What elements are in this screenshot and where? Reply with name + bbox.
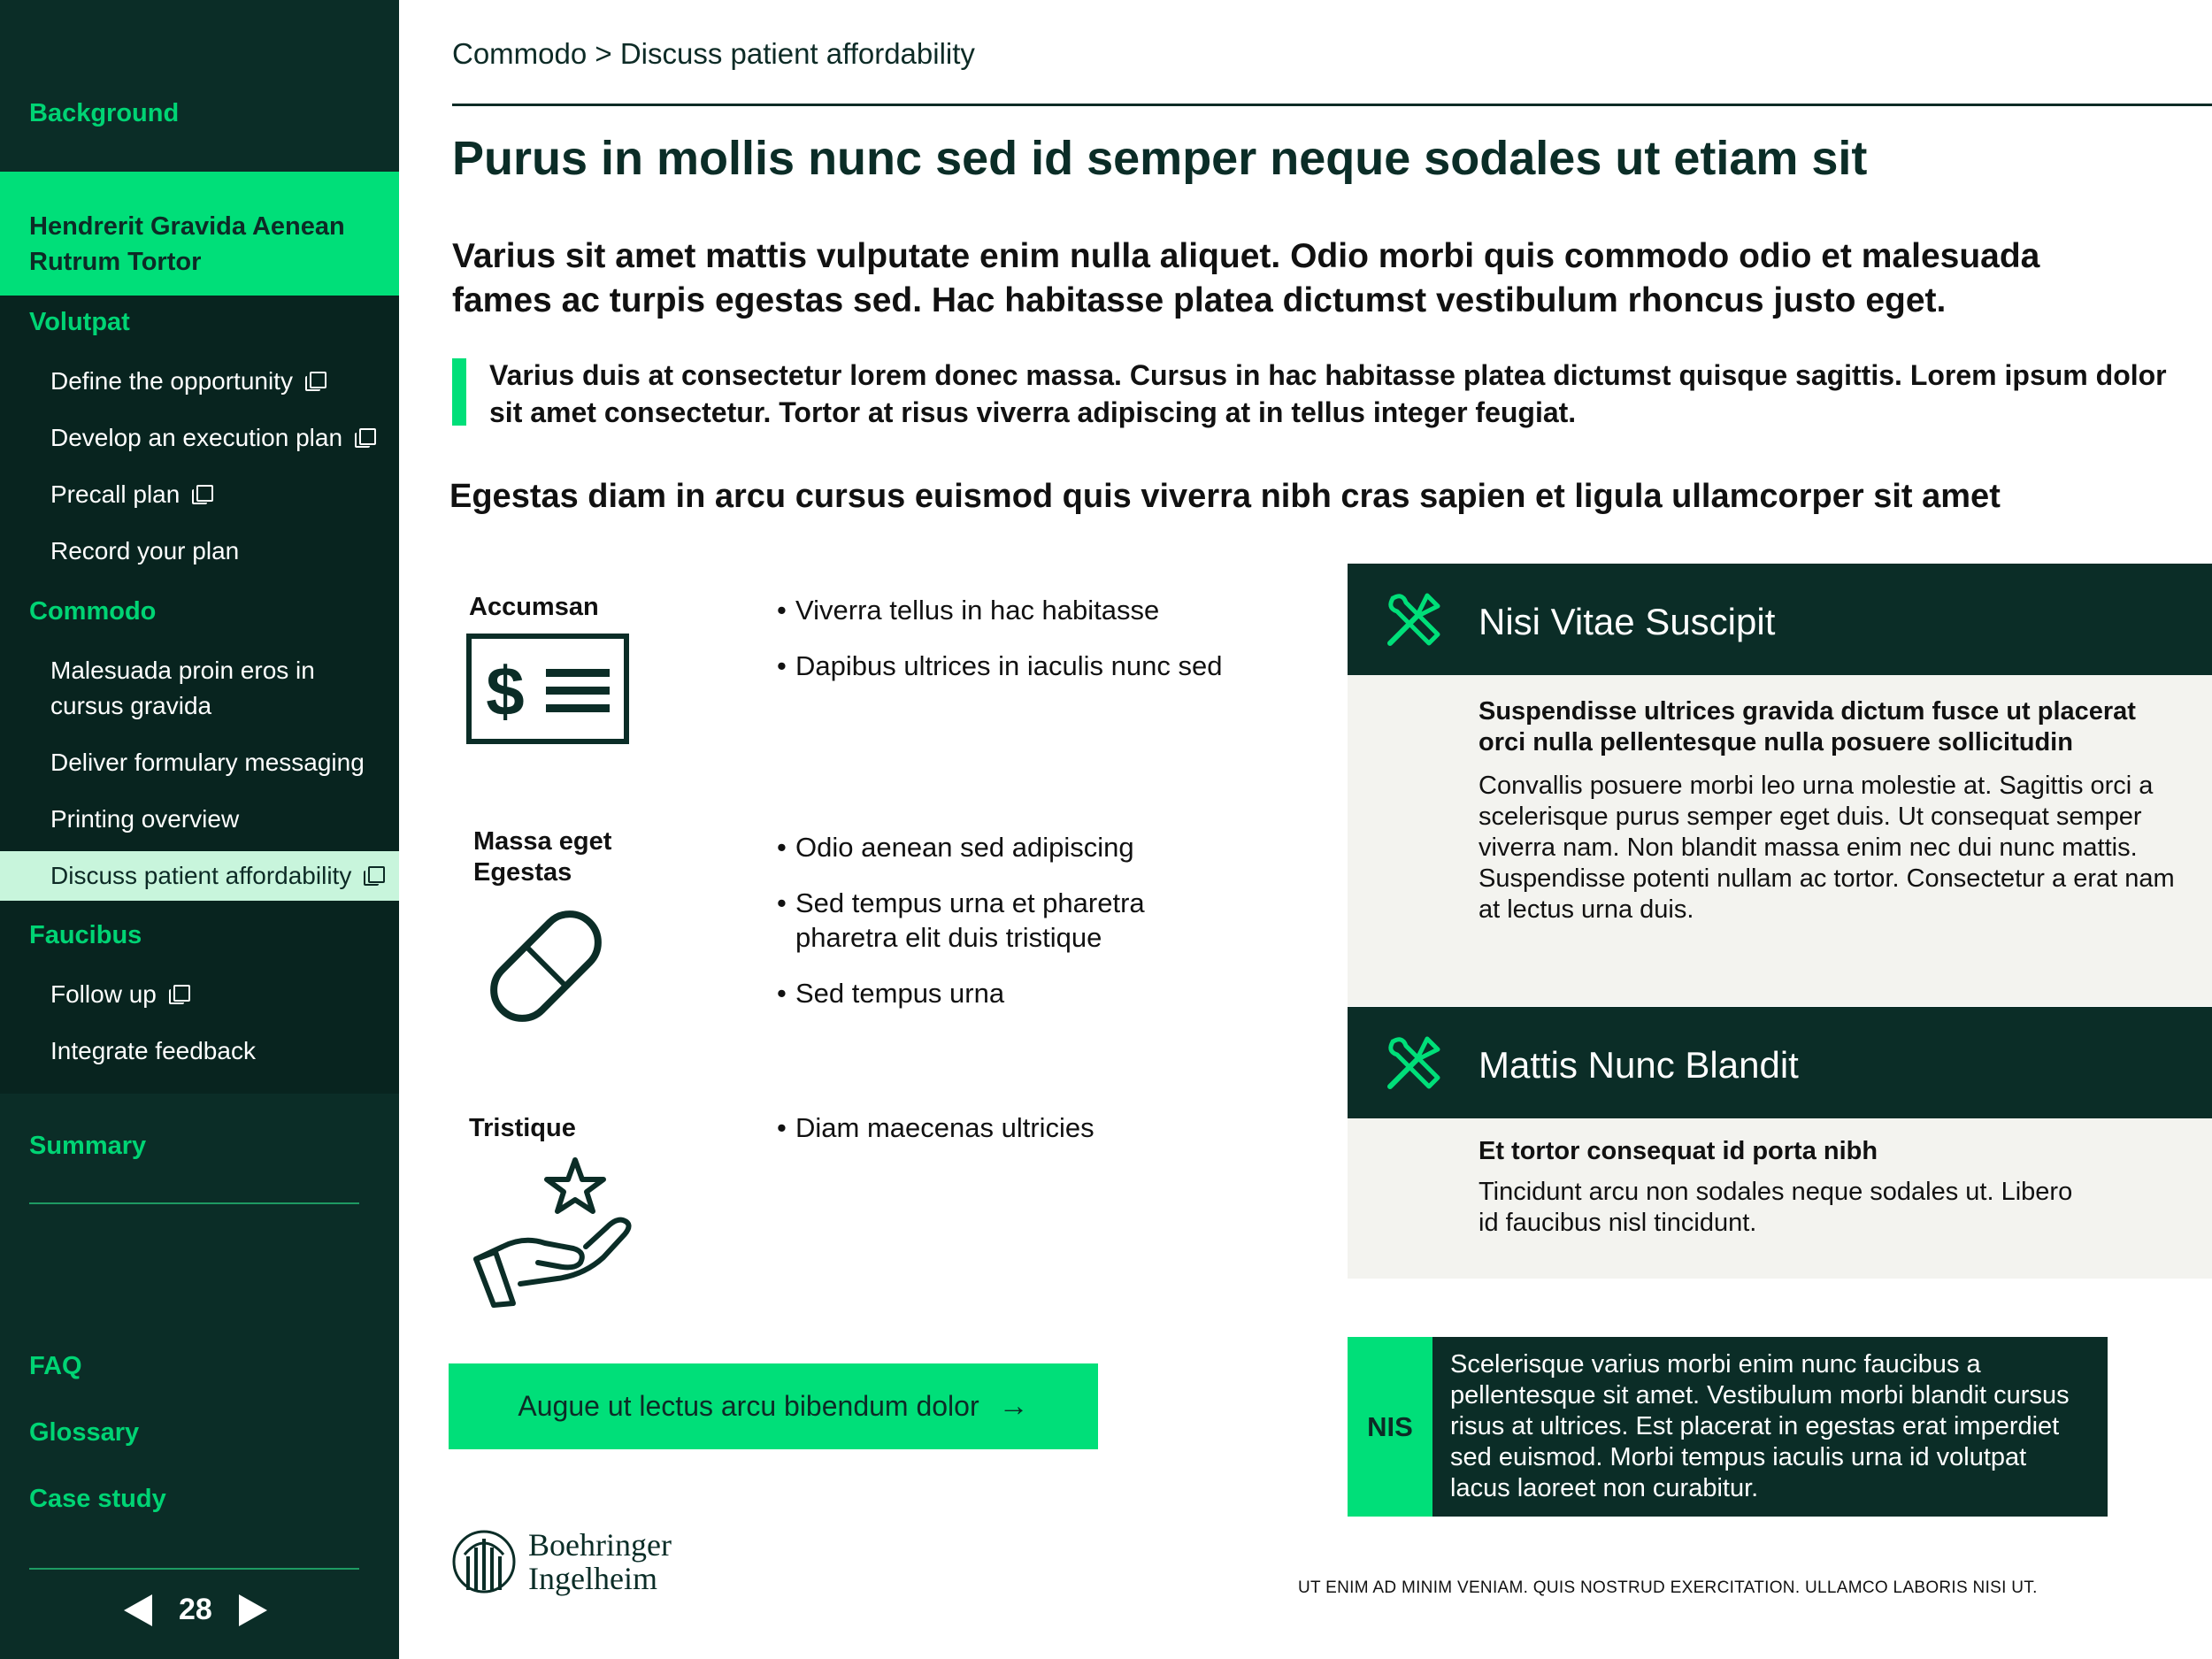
list-item: • Sed tempus urna et pharetra pharetra elit duis tristique bbox=[775, 886, 1182, 955]
feature-label-accumsan: Accumsan bbox=[469, 593, 599, 621]
active-section-label: Hendrerit Gravida Aenean Rutrum Tortor bbox=[29, 212, 345, 276]
section-subheading: Egestas diam in arcu cursus euismod quis viverra nibh cras sapien et ligula ullamcorper sit amet bbox=[449, 478, 2001, 515]
panel-header-mattis-nunc bbox=[1348, 1007, 2212, 1118]
previous-page-icon[interactable] bbox=[124, 1594, 152, 1626]
sidebar-item-faq[interactable]: FAQ bbox=[29, 1352, 82, 1380]
svg-text:$: $ bbox=[486, 652, 525, 730]
billing-icon bbox=[466, 634, 629, 744]
sidebar-item-background[interactable]: Background bbox=[29, 99, 180, 127]
sidebar-item-label: Printing overview bbox=[50, 805, 240, 833]
pagination bbox=[124, 1593, 267, 1627]
tools-icon bbox=[1383, 588, 1445, 650]
company-logo bbox=[450, 1528, 672, 1595]
sidebar bbox=[0, 0, 399, 1659]
external-link-icon bbox=[355, 428, 374, 448]
sidebar-group-volutpat[interactable]: Volutpat bbox=[29, 308, 130, 336]
sidebar-item-label: Integrate feedback bbox=[50, 1037, 256, 1064]
panel-body-mattis-nunc bbox=[1348, 1118, 2212, 1279]
feature-label-massa-eget: Massa eget Egestas bbox=[473, 827, 612, 887]
callout-text: Scelerisque varius morbi enim nunc faucibus a pellentesque sit amet. Vestibulum morbi blandit cursus risus at ultrices. Est placerat in egestas erat imperdiet sed euismod. Morbi tempus iaculis urna id volutpat lacus laoreet non curabitur. bbox=[1450, 1350, 2070, 1502]
list-item: • Sed tempus urna bbox=[775, 976, 1182, 1010]
sidebar-item-summary[interactable]: Summary bbox=[29, 1132, 147, 1160]
arrow-right-icon: → bbox=[998, 1389, 1029, 1423]
panel-text: Tincidunt arcu non sodales neque sodales ut. Libero id faucibus nisl tincidunt. bbox=[1479, 1178, 2073, 1237]
sidebar-divider bbox=[29, 1568, 359, 1570]
feature-bullets-accumsan bbox=[775, 593, 1222, 704]
sidebar-item-label: Define the opportunity bbox=[50, 367, 293, 395]
logo-line-1: Boehringer bbox=[528, 1527, 672, 1563]
sidebar-item-execution-plan[interactable] bbox=[50, 420, 374, 456]
sidebar-item-label: Record your plan bbox=[50, 537, 240, 565]
panel-title: Nisi Vitae Suscipit bbox=[1479, 601, 1776, 642]
highlight-quote: Varius duis at consectetur lorem donec massa. Cursus in hac habitasse platea dictumst quisque sagittis. Lorem ipsum dolor sit amet consectetur. Tortor at risus viverra adipiscing at in tellus integer feugiat. bbox=[489, 359, 2167, 428]
sidebar-item-label: Discuss patient affordability bbox=[50, 862, 352, 889]
sidebar-item-label: Develop an execution plan bbox=[50, 424, 343, 451]
callout-box bbox=[1348, 1337, 2108, 1517]
sidebar-item-active-section[interactable] bbox=[0, 172, 399, 296]
external-link-icon bbox=[169, 985, 188, 1004]
list-item: • Odio aenean sed adipiscing bbox=[775, 830, 1182, 864]
breadcrumb[interactable]: Commodo > Discuss patient affordability bbox=[452, 37, 975, 70]
panel-body-nisi-vitae bbox=[1348, 675, 2212, 1006]
footer-note: UT ENIM AD MINIM VENIAM. QUIS NOSTRUD EXERCITATION. ULLAMCO LABORIS NISI UT. bbox=[1298, 1578, 2038, 1597]
sidebar-item-malesuada[interactable] bbox=[50, 653, 369, 724]
sidebar-item-case-study[interactable]: Case study bbox=[29, 1485, 166, 1513]
external-link-icon bbox=[364, 866, 383, 886]
panel-heading: Et tortor consequat id porta nibh bbox=[1479, 1137, 1878, 1165]
logo-emblem-icon bbox=[450, 1528, 518, 1595]
feature-bullets-tristique bbox=[775, 1110, 1094, 1166]
callout-tag: NIS bbox=[1348, 1337, 1432, 1517]
list-item: • Dapibus ultrices in iaculis nunc sed bbox=[775, 649, 1222, 683]
page-number: 28 bbox=[179, 1593, 212, 1626]
sidebar-item-label: Malesuada proin eros in cursus gravida bbox=[50, 657, 315, 719]
sidebar-item-label: Follow up bbox=[50, 980, 157, 1008]
feature-bullets-massa-eget bbox=[775, 830, 1182, 1032]
pill-icon bbox=[475, 900, 617, 1033]
cta-button[interactable] bbox=[449, 1363, 1098, 1449]
tools-icon bbox=[1383, 1032, 1445, 1094]
sidebar-group-faucibus[interactable]: Faucibus bbox=[29, 921, 142, 949]
external-link-icon bbox=[192, 485, 211, 504]
cta-label: Augue ut lectus arcu bibendum dolor bbox=[518, 1390, 979, 1422]
next-page-icon[interactable] bbox=[239, 1594, 267, 1626]
sidebar-item-printing-overview[interactable] bbox=[50, 802, 239, 837]
sidebar-group-commodo[interactable]: Commodo bbox=[29, 597, 157, 626]
sidebar-item-follow-up[interactable] bbox=[50, 977, 188, 1012]
feature-label-tristique: Tristique bbox=[469, 1114, 576, 1142]
intro-paragraph: Varius sit amet mattis vulputate enim nulla aliquet. Odio morbi quis commodo odio et malesuada fames ac turpis egestas sed. Hac habitasse platea dictumst vestibulum rhoncus justo eget. bbox=[452, 237, 2040, 319]
logo-line-2: Ingelheim bbox=[528, 1561, 657, 1596]
sidebar-divider bbox=[29, 1202, 359, 1204]
page-title: Purus in mollis nunc sed id semper neque sodales ut etiam sit bbox=[452, 132, 1868, 185]
sidebar-item-formulary-messaging[interactable] bbox=[50, 745, 365, 780]
header-divider bbox=[452, 104, 2212, 106]
panel-title: Mattis Nunc Blandit bbox=[1479, 1044, 1799, 1086]
sidebar-item-label: Precall plan bbox=[50, 480, 180, 508]
panel-header-nisi-vitae bbox=[1348, 564, 2212, 675]
list-item: • Viverra tellus in hac habitasse bbox=[775, 593, 1222, 627]
quote-accent-bar bbox=[452, 358, 466, 426]
sidebar-item-glossary[interactable]: Glossary bbox=[29, 1418, 140, 1447]
sidebar-item-record-plan[interactable] bbox=[50, 534, 239, 569]
sidebar-item-label: Deliver formulary messaging bbox=[50, 749, 365, 776]
list-item: • Diam maecenas ultricies bbox=[775, 1110, 1094, 1145]
sidebar-item-precall-plan[interactable] bbox=[50, 477, 211, 512]
sidebar-item-define-opportunity[interactable] bbox=[50, 364, 325, 399]
sidebar-item-integrate-feedback[interactable] bbox=[50, 1033, 256, 1069]
sidebar-item-patient-affordability[interactable] bbox=[0, 851, 399, 901]
panel-text: Convallis posuere morbi leo urna molestie at. Sagittis orci a scelerisque purus semper eget duis. Ut consequat semper viverra nam. Non blandit massa enim nec dui nunc mattis. Suspendisse potenti nullam ac tortor. Consectetur a erat nam at lectus urna duis. bbox=[1479, 772, 2175, 924]
external-link-icon bbox=[305, 372, 325, 391]
hand-star-icon bbox=[469, 1155, 637, 1310]
panel-heading: Suspendisse ultrices gravida dictum fusce ut placerat orci nulla pellentesque nulla posuere sollicitudin bbox=[1479, 697, 2136, 757]
